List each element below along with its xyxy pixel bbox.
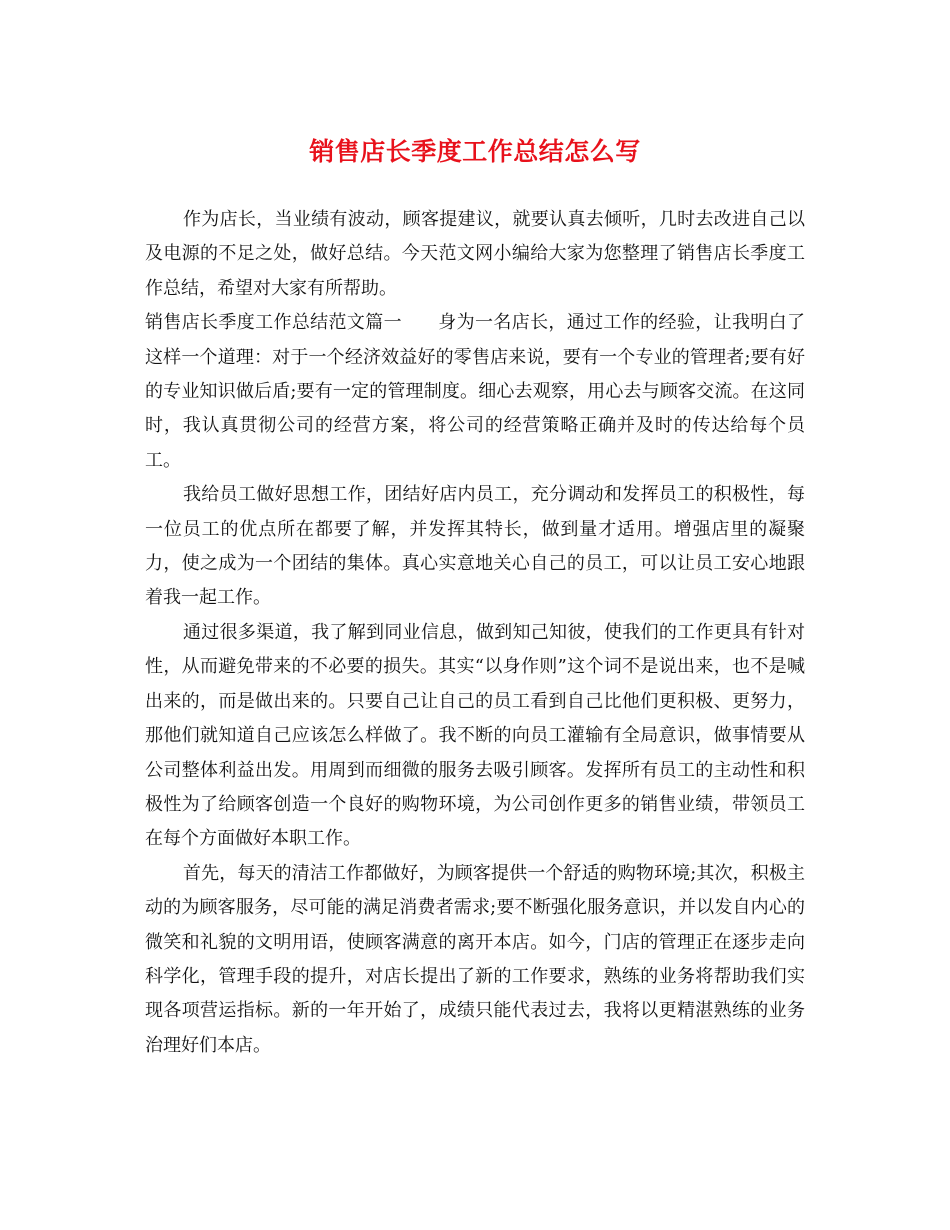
paragraph-team: 我给员工做好思想工作，团结好店内员工，充分调动和发挥员工的积极性，每一位员工的优点所在都要了解，并发挥其特长，做到量才适用。增强店里的凝聚力，使之成为一个团结的集体。真心实意地关心自己的员工，可以让员工安心地跟着我一起工作。 [145, 484, 805, 609]
paragraph-service: 首先，每天的清洁工作都做好，为顾客提供一个舒适的购物环境;其次，积极主动的为顾客服务，尽可能的满足消费者需求;要不断强化服务意识，并以发自内心的微笑和礼貌的文明用语，使顾客满意的离开本店。如今，门店的管理正在逐步走向科学化，管理手段的提升，对店长提出了新的工作要求，熟练的业务将帮助我们实现各项营运指标。新的一年开始了，成绩只能代表过去，我将以更精湛熟练的业务治理好们本店。 [145, 862, 805, 1056]
paragraph-leadership: 通过很多渠道，我了解到同业信息，做到知己知彼，使我们的工作更具有针对性，从而避免带来的不必要的损失。其实“以身作则”这个词不是说出来，也不是喊出来的，而是做出来的。只要自己让自己的员工看到自己比他们更积极、更努力，那他们就知道自己应该怎么样做了。我不断的向员工灌输有全局意识，做事情要从公司整体利益出发。用周到而细微的服务去吸引顾客。发挥所有员工的主动性和积极性为了给顾客创造一个良好的购物环境，为公司创作更多的销售业绩，带领员工在每个方面做好本职工作。 [145, 621, 805, 850]
paragraph-section-one [145, 306, 805, 478]
heading-gap [402, 312, 438, 333]
document-body [145, 203, 805, 1063]
paragraph-intro: 作为店长，当业绩有波动，顾客提建议，就要认真去倾听，几时去改进自己以及电源的不足之处，做好总结。今天范文网小编给大家为您整理了销售店长季度工作总结，希望对大家有所帮助。 [145, 209, 805, 299]
section-heading: 销售店长季度工作总结范文篇一 [145, 312, 402, 334]
document-title: 销售店长季度工作总结怎么写 [309, 137, 641, 166]
section-one-text: 身为一名店长，通过工作的经验，让我明白了这样一个道理：对于一个经济效益好的零售店来说，要有一个专业的管理者;要有好的专业知识做后盾;要有一定的管理制度。细心去观察，用心去与顾客交流。在这同时，我认真贯彻公司的经营方案，将公司的经营策略正确并及时的传达给每个员工。 [145, 312, 806, 471]
